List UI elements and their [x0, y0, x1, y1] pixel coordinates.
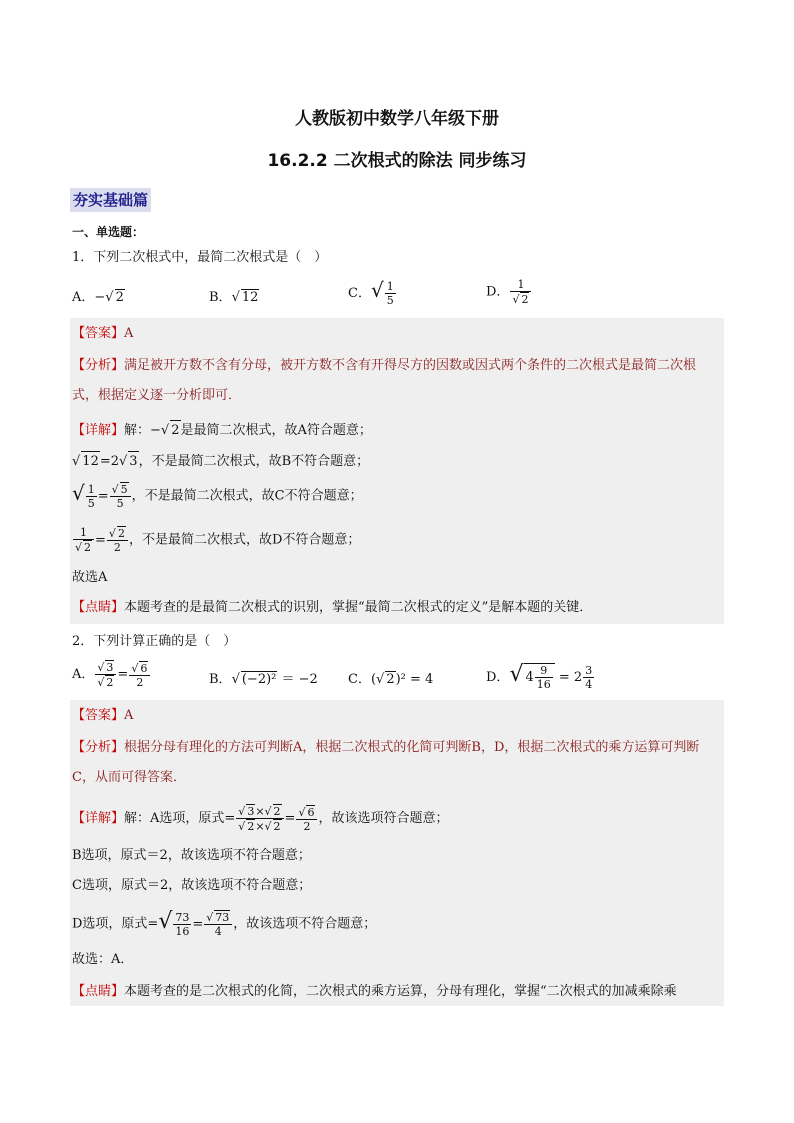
part-label: 一、单选题：: [72, 225, 145, 239]
q1-analysis: 【分析】满足被开方数不含有分母，被开方数不含有开得尽方的因数或因式两个条件的二次根式是最简二次根式，根据定义逐一分析即可．: [72, 358, 697, 403]
q1-detail-1: 【详解】解：−√ 2是最简二次根式，故A符合题意；: [72, 420, 372, 441]
document-title: 人教版初中数学八年级下册: [295, 109, 499, 129]
q2-answer: 【答案】A: [72, 708, 134, 723]
q1-option-a: A．−√ 2: [72, 290, 124, 305]
document-subtitle: 16.2.2 二次根式的除法 同步练习: [267, 151, 527, 171]
q1-option-c: C．√ $\frac{1}{5}$: [348, 278, 394, 307]
q2-comment: 【点睛】本题考查的是二次根式的化简，二次根式的乘方运算，分母有理化，掌握“二次根式的加减乘除乘: [72, 984, 677, 999]
section-label: 夯实基础篇: [70, 188, 151, 212]
q1-choose: 故选A: [72, 570, 108, 585]
q1-detail-4: $\frac{1}{√ 2}$ = $\frac{√ 2}{2}$ ，不是最简二次根式，故D不符合题意；: [75, 526, 361, 554]
q2-option-d: D．√ 4 $\frac{9}{16}$ = 2 $\frac{3}{4}$: [486, 662, 593, 691]
q1-detail-3: √ $\frac{1}{5}$ = $\frac{√ 5}{5}$ ，不是最简二次根式，故C不符合题意；: [72, 480, 363, 510]
q2-detail-b: B选项，原式＝2，故该选项不符合题意；: [72, 848, 311, 863]
q1-detail-2: √ 12=2√ 3，不是最简二次根式，故B不符合题意；: [72, 451, 369, 472]
q1-comment: 【点睛】本题考查的是最简二次根式的识别，掌握“最简二次根式的定义”是解本题的关键．: [72, 600, 593, 615]
q2-choose: 故选：A．: [72, 952, 134, 967]
q2-detail-d: D选项，原式=√ $\frac{73}{16}$ = $\frac{√ 73}{4}$ ，故该选项不符合题意；: [72, 908, 377, 938]
q2-option-b: B．√ (−2)² ＝ −2: [209, 672, 318, 687]
q1-option-b: B．√ 12: [209, 290, 259, 305]
q2-analysis: 【分析】根据分母有理化的方法可判断A，根据二次根式的化简可判断B，D，根据二次根式的乘方运算可判断C，从而可得答案．: [72, 740, 700, 785]
q1-answer: 【答案】A: [72, 326, 134, 341]
q2-detail-c: C选项，原式＝2，故该选项不符合题意；: [72, 878, 312, 893]
q2-detail-a: 【详解】解：A选项，原式= $\frac{√ 3\times√ 2}{√ 2\times√ 2}$ = $\frac{√ 6}{2}$ ，故该选项符合题意；: [72, 805, 449, 833]
q2-option-a: A． $\frac{√ 3}{√ 2}$ = $\frac{√ 6}{2}$: [72, 660, 151, 689]
q2-stem: 2．下列计算正确的是（ ）: [72, 634, 237, 649]
q1-stem: 1．下列二次根式中，最简二次根式是（ ）: [72, 250, 328, 265]
q1-option-d: D． $\frac{1}{√ 2}$: [486, 278, 532, 306]
q2-option-c: C．(√ 2)² = 4: [348, 672, 434, 687]
